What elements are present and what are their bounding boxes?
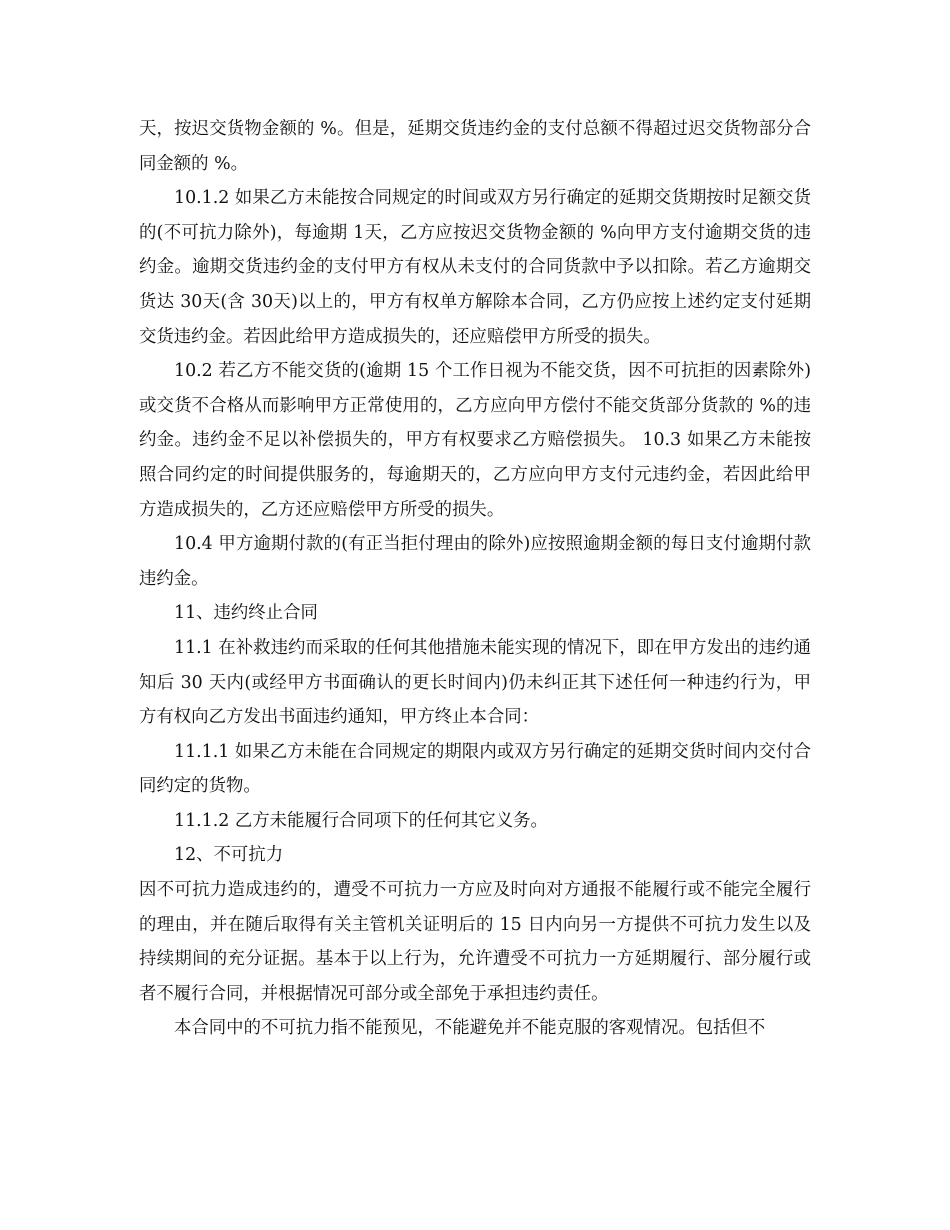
paragraph-10-1-2: 10.1.2 如果乙方未能按合同规定的时间或双方另行确定的延期交货期按时足额交货的(不可抗力除外)，每逾期 1天，乙方应按迟交货物金额的 %向甲方支付逾期交货的违约金。逾期交货违约金的支付甲方有权从未支付的合同货款中予以扣除。若乙方逾期交货达 30天(含 30天)以上的，甲方有权单方解除本合同，乙方仍应按上述约定支付延期交货违约金。若因此给甲方造成损失的，还应赔偿甲方所受的损失。 — [139, 188, 811, 347]
document-body — [139, 112, 811, 1046]
paragraph-force-majeure-definition: 本合同中的不可抗力指不能预见，不能避免并不能克服的客观情况。包括但不 — [174, 1018, 766, 1039]
paragraph-11-1: 11.1 在补救违约而采取的任何其他措施未能实现的情况下，即在甲方发出的违约通知后 30 天内(或经甲方书面确认的更长时间内)仍未纠正其下述任何一种违约行为，甲方有权向乙方发出书面违约通知，甲方终止本合同： — [139, 637, 811, 728]
heading-11: 11、违约终止合同 — [174, 603, 318, 624]
heading-12: 12、不可抗力 — [174, 845, 284, 866]
paragraph-11-1-1: 11.1.1 如果乙方未能在合同规定的期限内或双方另行确定的延期交货时间内交付合同约定的货物。 — [139, 741, 811, 797]
paragraph-10-4: 10.4 甲方逾期付款的(有正当拒付理由的除外)应按照逾期金额的每日支付逾期付款违约金。 — [139, 534, 811, 589]
paragraph-force-majeure: 因不可抗力造成违约的，遭受不可抗力一方应及时向对方通报不能履行或不能完全履行的理由，并在随后取得有关主管机关证明后的 15 日内向另一方提供不可抗力发生以及持续期间的充分证据。基本于以上行为，允许遭受不可抗力一方延期履行、部分履行或者不履行合同，并根据情况可部分或全部免于承担违约责任。 — [139, 880, 811, 1004]
paragraph-penalty-continuation: 天，按迟交货物金额的 %。但是，延期交货违约金的支付总额不得超过迟交货物部分合同金额的 %。 — [139, 119, 811, 174]
paragraph-11-1-2: 11.1.2 乙方未能履行合同项下的任何其它义务。 — [174, 810, 548, 831]
paragraph-10-2: 10.2 若乙方不能交货的(逾期 15 个工作日视为不能交货，因不可抗拒的因素除外)或交货不合格从而影响甲方正常使用的，乙方应向甲方偿付不能交货部分货款的 %的违约金。违约金不足以补偿损失的，甲方有权要求乙方赔偿损失。 10.3 如果乙方未能按照合同约定的时间提供服务的，每逾期天的，乙方应向甲方支付元违约金，若因此给甲方造成损失的，乙方还应赔偿甲方所受的损失。 — [139, 361, 811, 520]
